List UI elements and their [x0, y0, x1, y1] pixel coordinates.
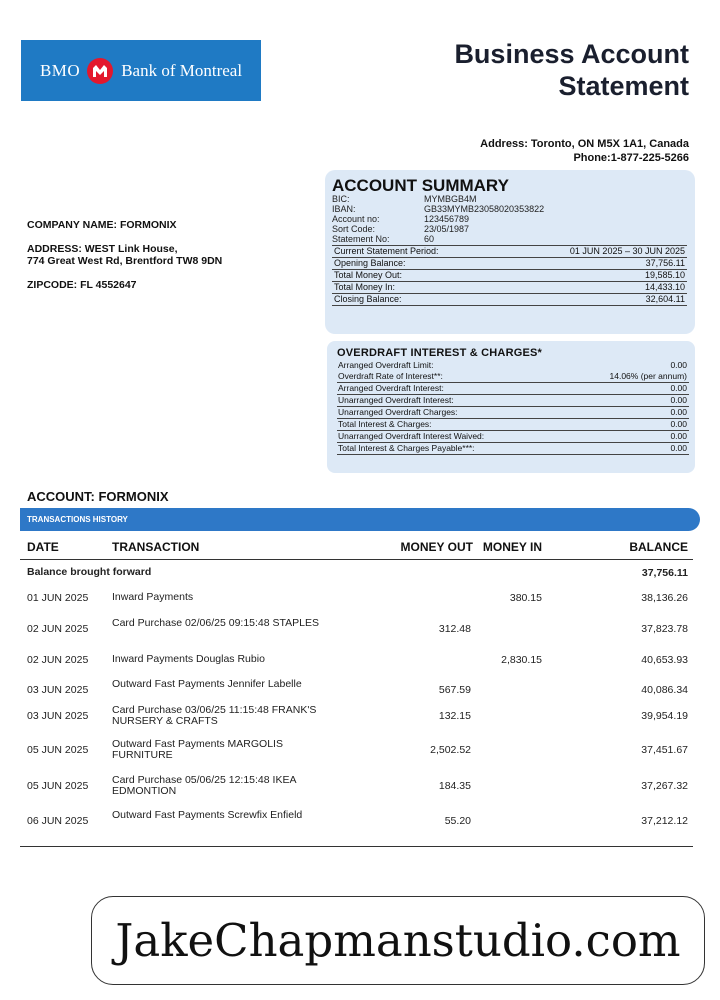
transaction-date: 03 JUN 2025	[27, 710, 89, 722]
document-title-line-1: Business Account	[454, 39, 689, 69]
bank-address: Address: Toronto, ON M5X 1A1, Canada	[480, 138, 689, 150]
transaction-date: 05 JUN 2025	[27, 780, 89, 792]
company-zipcode: ZIPCODE: FL 4552647	[27, 279, 137, 291]
overdraft-row: Unarranged Overdraft Interest Waived: 0.00	[338, 431, 687, 441]
summary-row: Current Statement Period: 01 JUN 2025 – 30 JUN 2025	[334, 246, 685, 256]
account-details	[332, 194, 687, 244]
transaction-date: 01 JUN 2025	[27, 592, 89, 604]
transaction-description: Outward Fast Payments MARGOLIS FURNITURE	[112, 738, 283, 761]
transactions-history-bar: TRANSACTIONS HISTORY	[20, 508, 700, 531]
transaction-description: Card Purchase 05/06/25 12:15:48 IKEA EDMONTION	[112, 774, 296, 797]
table-row	[27, 810, 688, 834]
summary-row: Total Money Out: 19,585.10	[334, 270, 685, 280]
transaction-balance: 39,954.19	[641, 710, 688, 722]
overdraft-card	[327, 341, 695, 473]
summary-row: Opening Balance: 37,756.11	[334, 258, 685, 268]
transaction-balance: 37,756.11	[641, 567, 688, 579]
overdraft-heading: OVERDRAFT INTEREST & CHARGES*	[337, 347, 543, 359]
account-name: ACCOUNT: FORMONIX	[27, 489, 169, 504]
transaction-date: 02 JUN 2025	[27, 654, 89, 666]
table-row	[27, 592, 688, 618]
transaction-balance: 37,823.78	[641, 623, 688, 635]
bank-phone: Phone:1-877-225-5266	[573, 152, 689, 164]
transaction-description: Outward Fast Payments Jennifer Labelle	[112, 678, 302, 690]
company-details	[27, 219, 222, 291]
overdraft-row: Arranged Overdraft Interest: 0.00	[338, 383, 687, 393]
column-balance: BALANCE	[629, 540, 688, 554]
table-bottom-divider	[20, 846, 693, 847]
table-row	[27, 739, 688, 775]
table-top-divider	[20, 559, 693, 560]
transaction-balance: 37,451.67	[641, 744, 688, 756]
detail-iban: IBAN: GB33MYMB23058020353822	[332, 204, 545, 214]
column-money-out: MONEY OUT	[400, 540, 473, 554]
transactions-table-body	[27, 567, 688, 834]
transaction-description: Inward Payments Douglas Rubio	[112, 653, 265, 665]
account-summary-heading: ACCOUNT SUMMARY	[332, 176, 509, 195]
overdraft-row: Total Interest & Charges Payable***: 0.00	[338, 443, 687, 453]
transaction-date: 05 JUN 2025	[27, 744, 89, 756]
transaction-date: 02 JUN 2025	[27, 623, 89, 635]
bank-logo	[21, 40, 261, 101]
overdraft-row: Overdraft Rate of Interest**: 14.06% (per annum)	[338, 371, 687, 381]
transaction-money-out: 184.35	[438, 780, 471, 792]
transaction-balance: 37,212.12	[641, 815, 688, 827]
overdraft-row: Unarranged Overdraft Charges: 0.00	[338, 407, 687, 417]
overdraft-row: Total Interest & Charges: 0.00	[338, 419, 687, 429]
transaction-money-out: 55.20	[444, 815, 471, 827]
bmo-roundel-icon	[87, 58, 113, 84]
table-row	[27, 618, 688, 654]
document-title	[389, 38, 689, 102]
transaction-money-in: 2,830.15	[501, 654, 542, 666]
summary-row: Closing Balance: 32,604.11	[334, 294, 685, 304]
table-row	[27, 705, 688, 739]
detail-statement-no: Statement No: 60	[332, 234, 435, 244]
table-row	[27, 567, 688, 592]
table-row	[27, 654, 688, 679]
bank-contact	[480, 137, 689, 165]
transaction-date: 06 JUN 2025	[27, 815, 89, 827]
transaction-date: 03 JUN 2025	[27, 684, 89, 696]
column-money-in: MONEY IN	[482, 540, 542, 554]
transaction-balance: 40,086.34	[641, 684, 688, 696]
transaction-money-out: 132.15	[438, 710, 471, 722]
detail-sort-code: Sort Code: 23/05/1987	[332, 224, 470, 234]
transaction-description: Inward Payments	[112, 591, 194, 603]
table-row	[27, 775, 688, 810]
overdraft-row: Unarranged Overdraft Interest: 0.00	[338, 395, 687, 405]
transaction-money-in: 380.15	[509, 592, 542, 604]
detail-account-no: Account no: 123456789	[332, 214, 470, 224]
transaction-description: Outward Fast Payments Screwfix Enfield	[112, 809, 303, 821]
column-transaction: TRANSACTION	[112, 540, 200, 554]
column-date: DATE	[27, 540, 59, 554]
transaction-description: Balance brought forward	[27, 566, 152, 578]
transaction-money-out: 312.48	[438, 623, 471, 635]
transaction-money-out: 567.59	[438, 684, 471, 696]
transaction-balance: 40,653.93	[641, 654, 688, 666]
summary-row: Total Money In: 14,433.10	[334, 282, 685, 292]
transaction-balance: 37,267.32	[641, 780, 688, 792]
document-title-line-2: Statement	[558, 71, 689, 101]
table-row	[27, 679, 688, 705]
detail-bic: BIC: MYMBGB4M	[332, 194, 477, 204]
transaction-description: Card Purchase 02/06/25 09:15:48 STAPLES	[112, 617, 320, 629]
logo-name: Bank of Montreal	[121, 60, 243, 80]
transaction-description: Card Purchase 03/06/25 11:15:48 FRANK'S NURSERY & CRAFTS	[112, 704, 317, 727]
account-summary-card	[325, 170, 695, 334]
company-address-line-2: 774 Great West Rd, Brentford TW8 9DN	[27, 255, 223, 267]
watermark: JakeChapmanstudio.com	[91, 896, 705, 985]
transaction-balance: 38,136.26	[641, 592, 688, 604]
overdraft-row: Arranged Overdraft Limit: 0.00	[338, 360, 687, 370]
company-name: COMPANY NAME: FORMONIX	[27, 219, 177, 231]
company-address-line-1: ADDRESS: WEST Link House,	[27, 243, 178, 255]
logo-prefix: BMO	[39, 60, 81, 80]
transactions-table-header	[27, 540, 688, 556]
transaction-money-out: 2,502.52	[430, 744, 471, 756]
summary-table	[332, 245, 687, 306]
